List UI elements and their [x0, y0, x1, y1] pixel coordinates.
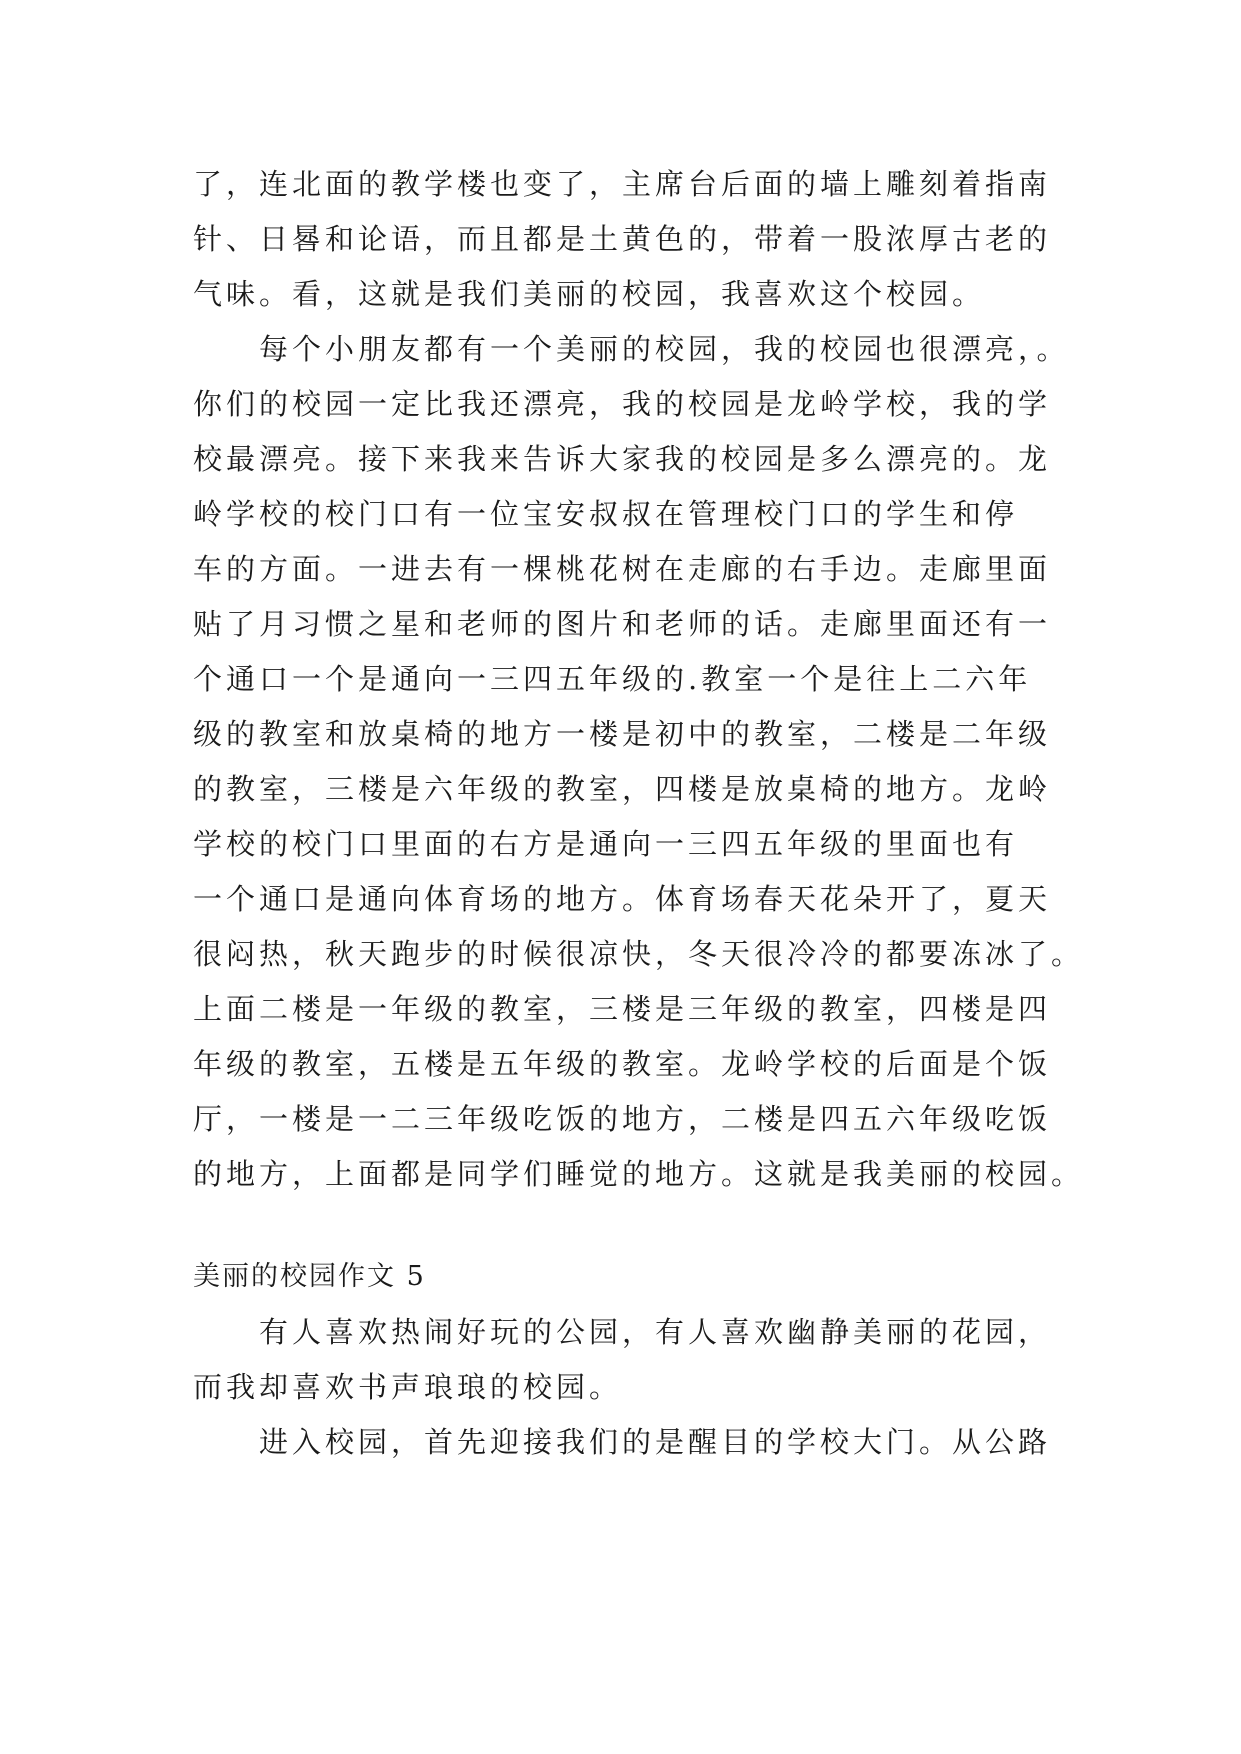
text-line: 进入校园，首先迎接我们的是醒目的学校大门。从公路 [193, 1425, 1052, 1459]
text-line: 的教室，三楼是六年级的教室，四楼是放桌椅的地方。龙岭 [193, 772, 1052, 806]
text-line: 你们的校园一定比我还漂亮，我的校园是龙岭学校，我的学 [193, 387, 1052, 421]
text-line: 每个小朋友都有一个美丽的校园，我的校园也很漂亮，。 [193, 332, 1070, 366]
text-line: 有人喜欢热闹好玩的公园，有人喜欢幽静美丽的花园， [193, 1315, 1052, 1349]
text-line: 岭学校的校门口有一位宝安叔叔在管理校门口的学生和停 [193, 497, 1019, 531]
text-line: 个通口一个是通向一三四五年级的.教室一个是往上二六年 [193, 662, 1032, 696]
text-line: 一个通口是通向体育场的地方。体育场春天花朵开了，夏天 [193, 882, 1052, 916]
text-line: 针、日晷和论语，而且都是土黄色的，带着一股浓厚古老的 [193, 222, 1052, 256]
text-line: 而我却喜欢书声琅琅的校园。 [193, 1370, 623, 1404]
text-line: 学校的校门口里面的右方是通向一三四五年级的里面也有 [193, 827, 1019, 861]
text-line: 车的方面。一进去有一棵桃花树在走廊的右手边。走廊里面 [193, 552, 1052, 586]
text-line: 级的教室和放桌椅的地方一楼是初中的教室，二楼是二年级 [193, 717, 1052, 751]
text-line: 贴了月习惯之星和老师的图片和老师的话。走廊里面还有一 [193, 607, 1052, 641]
text-line: 校最漂亮。接下来我来告诉大家我的校园是多么漂亮的。龙 [193, 442, 1052, 476]
text-line: 的地方，上面都是同学们睡觉的地方。这就是我美丽的校园。 [193, 1157, 1085, 1191]
section-title: 美丽的校园作文 5 [193, 1261, 426, 1292]
text-line: 年级的教室，五楼是五年级的教室。龙岭学校的后面是个饭 [193, 1047, 1052, 1081]
text-line: 上面二楼是一年级的教室，三楼是三年级的教室，四楼是四 [193, 992, 1052, 1026]
text-line: 很闷热，秋天跑步的时候很凉快，冬天很冷冷的都要冻冰了。 [193, 937, 1085, 971]
text-line: 了，连北面的教学楼也变了，主席台后面的墙上雕刻着指南 [193, 167, 1052, 201]
text-line: 气味。看，这就是我们美丽的校园，我喜欢这个校园。 [193, 277, 986, 311]
text-line: 厅，一楼是一二三年级吃饭的地方，二楼是四五六年级吃饭 [193, 1102, 1052, 1136]
